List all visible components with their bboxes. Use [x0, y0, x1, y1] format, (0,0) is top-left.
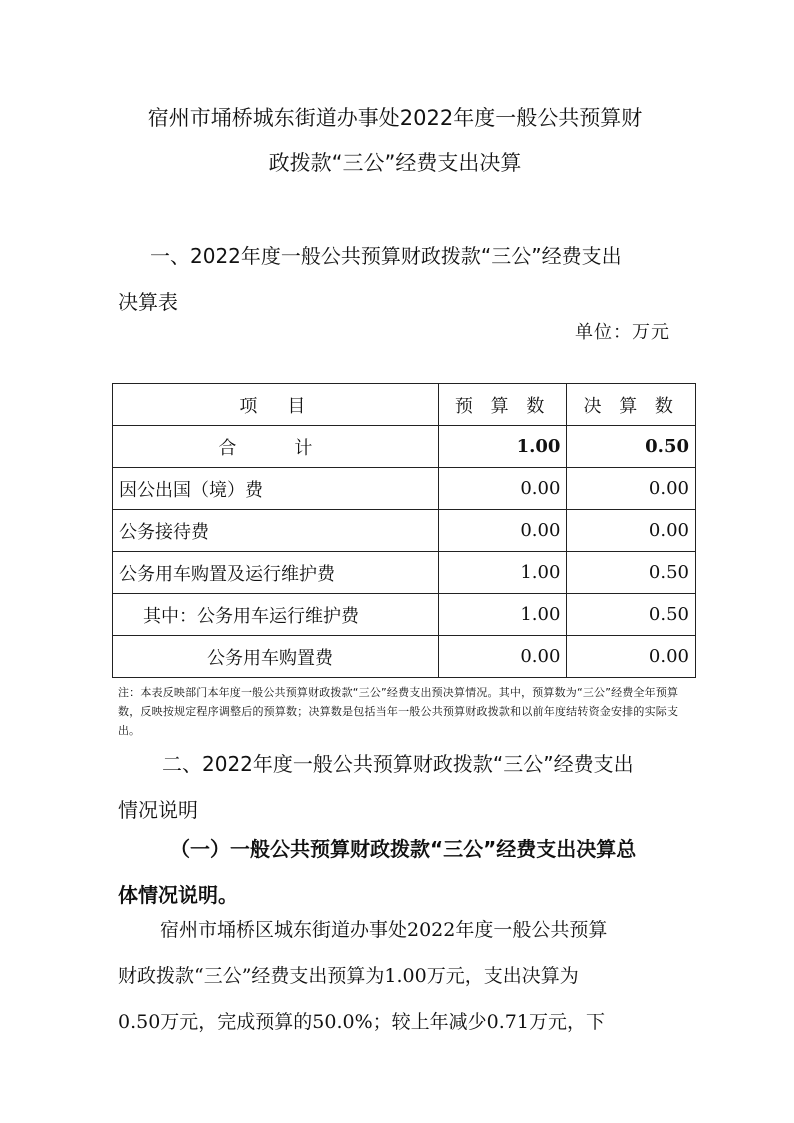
- row-actual: 0.00: [567, 636, 696, 678]
- header-actual: 决 算 数: [567, 384, 696, 426]
- section-3-line-2: 体情况说明。: [118, 883, 238, 907]
- row-budget: 1.00: [438, 552, 567, 594]
- table-header-row: [113, 384, 696, 426]
- row-budget: 0.00: [438, 636, 567, 678]
- title-line-1: 宿州市埇桥城东街道办事处2022年度一般公共预算财: [147, 106, 643, 130]
- table-row: [113, 594, 696, 636]
- section-1-line-1: 一、2022年度一般公共预算财政拨款“三公”经费支出: [150, 244, 622, 268]
- table-row: [113, 636, 696, 678]
- expense-table: [112, 383, 696, 678]
- table-row: [113, 510, 696, 552]
- row-item: 公务接待费: [113, 510, 439, 552]
- row-actual: 0.50: [567, 426, 696, 468]
- row-actual: 0.00: [567, 468, 696, 510]
- row-budget: 0.00: [438, 468, 567, 510]
- row-actual: 0.00: [567, 510, 696, 552]
- row-budget: 0.00: [438, 510, 567, 552]
- document-title: [110, 96, 680, 186]
- row-item: 合 计: [113, 426, 439, 468]
- row-item: 其中：公务用车运行维护费: [113, 594, 439, 636]
- header-item: 项 目: [113, 384, 439, 426]
- row-budget: 1.00: [438, 594, 567, 636]
- section-3-heading: [118, 826, 678, 918]
- row-item: 因公出国（境）费: [113, 468, 439, 510]
- header-budget: 预 算 数: [438, 384, 567, 426]
- paragraph-line-1: 宿州市埇桥区城东街道办事处2022年度一般公共预算: [160, 919, 608, 941]
- row-budget: 1.00: [438, 426, 567, 468]
- row-item: 公务用车购置及运行维护费: [113, 552, 439, 594]
- table-row: [113, 426, 696, 468]
- table-row: [113, 468, 696, 510]
- row-item: 公务用车购置费: [113, 636, 439, 678]
- title-line-2: 政拨款“三公”经费支出决算: [268, 151, 522, 175]
- row-actual: 0.50: [567, 594, 696, 636]
- paragraph-line-2: 财政拨款“三公”经费支出预算为1.00万元，支出决算为: [118, 965, 579, 987]
- unit-label: 单位：万元: [575, 322, 670, 343]
- section-3-line-1: （一）一般公共预算财政拨款“三公”经费支出决算总: [170, 837, 637, 861]
- paragraph-line-3: 0.50万元，完成预算的50.0%；较上年减少0.71万元，下: [118, 1011, 605, 1033]
- section-2-line-2: 情况说明: [118, 798, 198, 822]
- section-2-heading: [118, 741, 678, 833]
- body-paragraph: [118, 907, 678, 1045]
- table-note: 注：本表反映部门本年度一般公共预算财政拨款“三公”经费支出预决算情况。其中，预算数为“三公”经费全年预算数，反映按规定程序调整后的预算数；决算数是包括当年一般公共预算财政拨款和以前年度结转资金安排的实际支出。: [118, 686, 678, 737]
- table-row: [113, 552, 696, 594]
- row-actual: 0.50: [567, 552, 696, 594]
- section-1-heading: [118, 233, 678, 325]
- section-1-line-2: 决算表: [118, 290, 178, 314]
- section-2-line-1: 二、2022年度一般公共预算财政拨款“三公”经费支出: [162, 752, 634, 776]
